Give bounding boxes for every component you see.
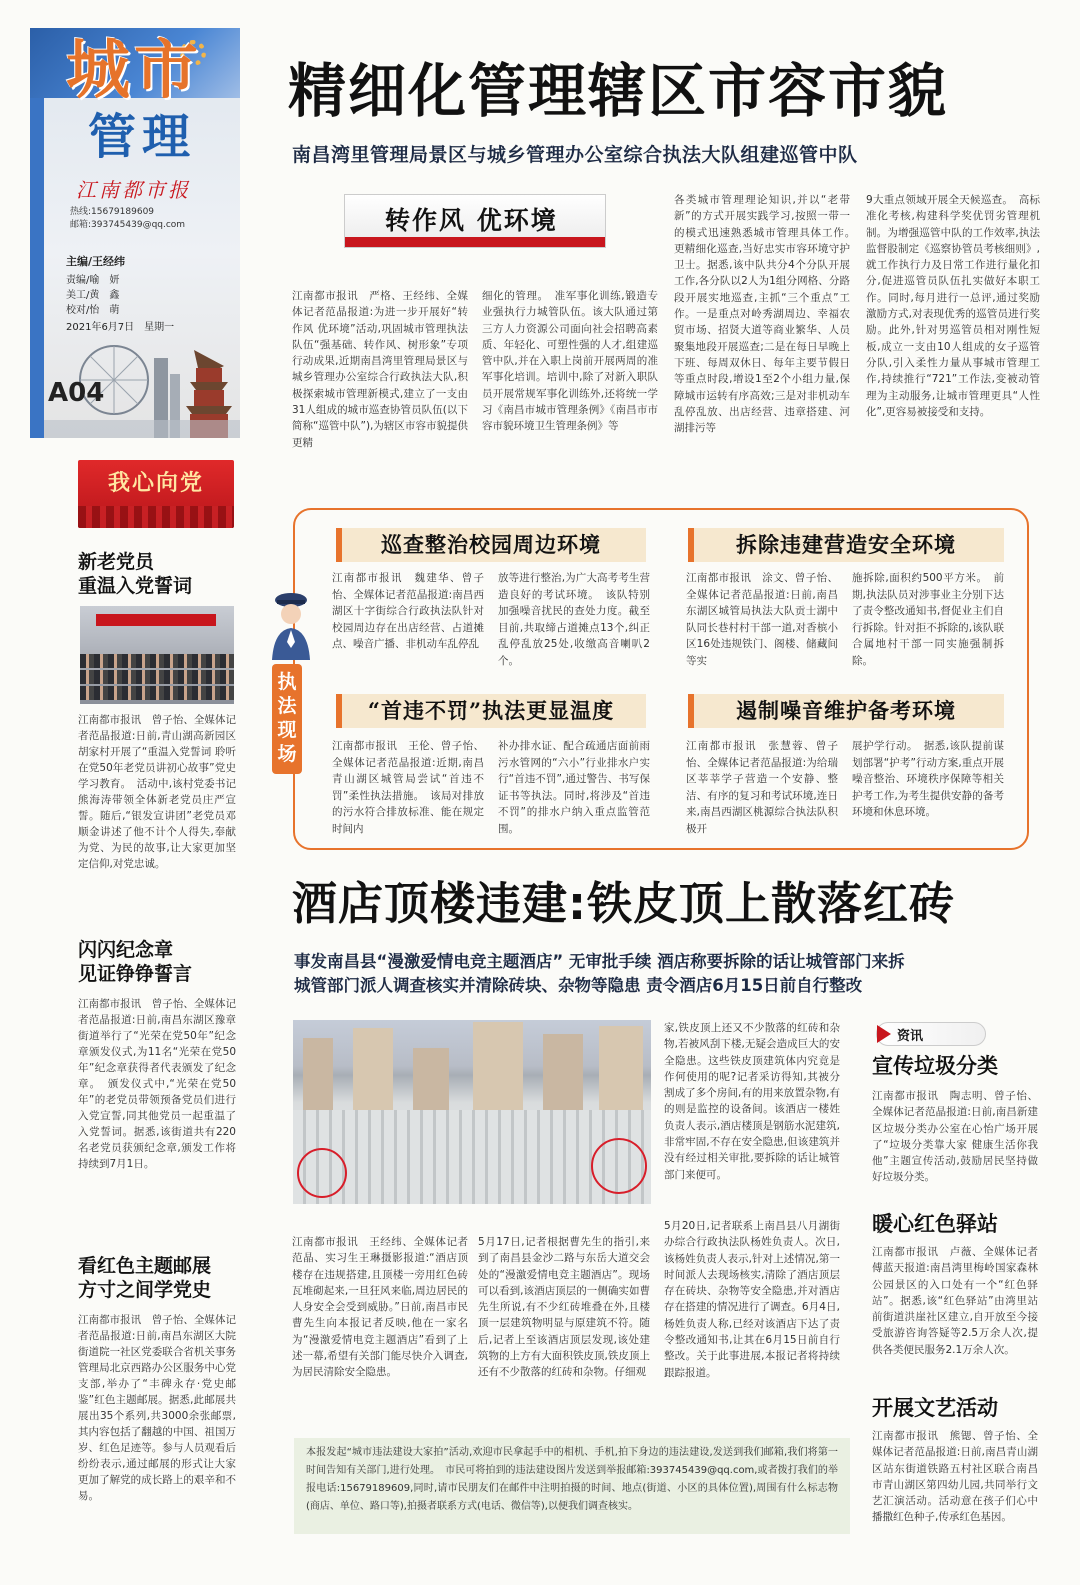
- law-enforcement-label: [272, 664, 302, 774]
- hotel-rooftop-photo: [293, 1020, 651, 1204]
- law-story3-col1: 江南都市报讯 王伦、曾子怡、全媒体记者范晶报道:近期,南昌青山湖区城管局尝试“首违不罚”柔性执法措施。 该局对排放的污水符合排放标准、能在规定时间内: [332, 740, 484, 835]
- main-column-2: 细化的管理。 准军事化训练,锻造专业强执行力城管队伍。该大队通过第三方人力资源公司面向社会招聘高素质、年轻化、可塑性强的人才,组建巡管中队,并在入职上岗前开展两周的准军事化培训。培训中,除了对新入职队员开展常规军事化训练外,还将统一学习《南昌市城市管理条例》《南昌市市容市貌环境卫生管理条例》等: [482, 290, 658, 433]
- photo-building: [473, 1022, 523, 1118]
- hotel-subhead-1: 事发南昌县“漫激爱情电竞主题酒店” 无审批手续 酒店称要拆除的话让城管部门来拆: [294, 952, 905, 971]
- law-story2-col2: 施拆除,面积约500平方米。 前期,执法队员对涉事业主分别下达了责令整改通知书,督促业主们自行拆除。针对拒不拆除的,该队联合属地村干部一同实施强制拆除。: [852, 572, 1004, 667]
- headline-line: 重温入党誓词: [78, 575, 193, 597]
- law-story2-col1: 江南都市报讯 涂文、曾子怡、全媒体记者范晶报道:日前,南昌东湖区城管局执法大队贡士湖中队同长巷村村干部一道,对香槟小区16处违规铁门、阁楼、储藏间等实: [686, 572, 838, 667]
- photo-row: [80, 670, 234, 684]
- main-column-1: 江南都市报讯 严格、王经纬、全媒体记者范晶报道:为进一步开展好“转作风 优环境”活动,巩固城市管理执法队伍“强基础、转作风、树形象”专项行动成果,近期南昌湾里管理局景区与城乡管理办公室综合行政执法大队,积极探索城市管理新模式,建立了一支由31人组成的城市巡查协管员队伍(以下简称“巡管中队”),为辖区市容市貌提供更精: [292, 290, 468, 449]
- law-story1-title: 巡查整治校园周边环境: [336, 528, 646, 562]
- party-banner: [78, 460, 234, 528]
- news-tag-text: 资讯: [897, 1029, 924, 1044]
- staff-item: 美工/黄 鑫: [66, 290, 120, 301]
- section-title: 城市: [66, 33, 202, 108]
- email: 邮箱:393745439@qq.com: [70, 220, 186, 230]
- photo-banner: [96, 614, 216, 626]
- main-column-3: 各类城市管理理论知识,并以“老带新”的方式开展实践学习,按照一带一的模式迅速熟悉城市管理具体工作。 更精细化巡查,当好忠实市容环境守护卫士。据悉,该中队共分4个分队开展工作,各分队以2人为1组分网格、分路段开展实地巡查,主抓“三个重点”工作。一是重点对岭秀湖周边、幸福农贸市场、招贤大道等商业繁华、人员聚集地段开展巡查;二是在每日早晚上下班、每周双休日、每年主要节假日等重点时段,增设1至2个小组力量,保障城市运转有序高效;三是对非机动车乱停乱放、出店经营、违章搭建、河湖排污等: [674, 194, 861, 435]
- side-news2-headline: 暖心红色驿站: [872, 1211, 998, 1236]
- chief-editor: 主编/王经纬: [66, 255, 126, 268]
- left-story1-body: 江南都市报讯 曾子怡、全媒体记者范晶报道:日前,青山湖高新园区胡家村开展了“重温入党誓词 聆听在党50年老党员讲初心故事”党史学习教育。 活动中,该村党委书记熊海涛带领全体新老党员庄严宣誓。随后,“银发宣讲团”老党员邓顺金讲述了他不计个人得失,奉献为党、为民的故事,让大家更加坚定信仰,对党忠诚。: [78, 714, 236, 870]
- hotel-column-top: 家,铁皮顶上还又不少散落的红砖和杂物,若被风刮下楼,无疑会造成巨大的安全隐患。这些铁皮顶建筑体内究竟是作何使用的呢?记者采访得知,其被分割成了多个房间,有的用来放置杂物,有的则是监控的设备间。该酒店一楼姓负责人表示,酒店楼顶是钢筋水泥建筑,非常牢固,不存在安全隐患,但该建筑并没有经过相关审批,要拆除的话让城管部门来便可。: [664, 1022, 840, 1181]
- photo-row: [80, 686, 234, 700]
- crowd-illustration: [78, 506, 234, 528]
- theme-banner: [344, 194, 606, 248]
- staff-item: 校对/怡 萌: [66, 305, 120, 316]
- law-story3-title: “首违不罚”执法更显温度: [336, 694, 646, 728]
- hotel-column-3: 5月20日,记者联系上南昌县八月湖街办综合行政执法队杨姓负责人。次日,该杨姓负责人表示,针对上述情况,第一时间派人去现场核实,清除了酒店顶层存在砖块、杂物等安全隐患,并对酒店存在搭建的情况进行了调查。6月4日,杨姓负责人称,已经对该酒店下达了责令整改通知书,让其在6月15日前自行整改。关于此事进展,本报记者将持续跟踪报道。: [664, 1220, 840, 1379]
- law-story4-col1: 江南都市报讯 张慧蓉、曾子怡、全媒体记者范晶报道:为给瑞区莘莘学子营造一个安静、整洁、有序的复习和考试环境,连日来,南昌西湖区桃源综合执法队积极开: [686, 740, 838, 835]
- hotel-headline: 酒店顶楼违建:铁皮顶上散落红砖: [292, 877, 955, 930]
- masthead-stripe: [30, 98, 44, 438]
- section-subtitle: 管理: [88, 109, 197, 165]
- news-tag: [876, 1022, 986, 1046]
- law-story4-title: 遏制噪音维护备考环境: [688, 694, 1004, 728]
- hotel-column-1: 江南都市报讯 王经纬、全媒体记者范晶、实习生王琳摄影报道:“酒店顶楼存在违规搭建,且顶楼一旁用红色砖瓦堆砌起来,一旦狂风来临,周边居民的人身安全会受到威胁。”日前,南昌市民曹先生向本报记者反映,他在一家名为“漫激爱情电竞主题酒店”看到了上述一幕,希望有关部门能尽快介入调查,为居民清除安全隐患。: [292, 1236, 468, 1379]
- side-news3-headline: 开展文艺活动: [872, 1395, 998, 1420]
- law-story2-title: 拆除违建营造安全环境: [688, 528, 1004, 562]
- hotline: 热线:15679189609: [70, 207, 155, 217]
- party-banner-text: 我心向党: [108, 470, 205, 496]
- headline-line: 闪闪纪念章: [78, 939, 174, 961]
- officer-icon: [268, 590, 314, 660]
- left-story1-headline: [78, 550, 192, 598]
- main-column-4: 9大重点领域开展全天候巡查。 高标准化考核,构建科学奖优罚劣管理机制。为增强巡管中队的工作效率,执法监督股制定《巡察协管员考核细则》,就工作执行力及日常工作进行量化扣分,促进巡管员队伍扎实做好本职工作。同时,每月进行一总评,通过奖励激励方式,对表现优秀的巡管员进行奖励。此外,针对男巡管员相对刚性短板,成立一支由10人组成的女子巡管分队,引入柔性力量从事城市管理工作,持续推行“721”工作法,变被动管理为主动服务,让城市管理更具“人性化”,更容易被接受和支持。: [866, 194, 1040, 418]
- law-enforcement-label-text: 执法现场: [277, 671, 297, 765]
- paper-name: 江南都市报: [76, 178, 191, 202]
- photo-building: [303, 1038, 333, 1118]
- left-story3-body: 江南都市报讯 曾子怡、全媒体记者范晶报道:日前,南昌东湖区大院街道院一社区党委联合省机关事务管理局北京西路办公区服务中心党支部,举办了“丰碑永存·党史邮鉴”红色主题邮展。据悉,此邮展共展出35个系列,共3000余张邮票,其内容包括了翻越的中国、祖国万岁、红色足迹等。参与人员观看后纷纷表示,通过邮展的形式让大家更加了解党的成长路上的艰辛和不易。: [78, 1314, 236, 1502]
- left-story2-headline: [78, 938, 192, 986]
- side-news3-body: 江南都市报讯 熊锶、曾子怡、全媒体记者范晶报道:日前,南昌青山湖区站东街道铁路五村社区联合南昌市青山湖区第四幼儿园,共同举行文艺汇演活动。活动意在孩子们心中播撒红色种子,传承红色基因。: [872, 1430, 1038, 1524]
- hotel-column-2: 5月17日,记者根据曹先生的指引,来到了南昌县金沙二路与东岳大道交会处的“漫激爱情电竞主题酒店”。现场可以看到,该酒店顶层的一侧确实如曹先生所说,有不少红砖堆叠在外,且楼顶一层建筑物明显与原建筑不符。随后,记者上至该酒店顶层发现,该处建筑物的上方有大面积铁皮顶,铁皮顶上还有不少散落的红砖和杂物。仔细观: [478, 1236, 650, 1379]
- party-members-photo: [80, 606, 234, 704]
- photo-row: [80, 654, 234, 668]
- contact-info: [70, 206, 185, 232]
- photo-building: [353, 1028, 393, 1118]
- main-subhead: 南昌湾里管理局景区与城乡管理办公室综合执法大队组建巡管中队: [292, 144, 858, 166]
- main-headline: 精细化管理辖区市容市貌: [288, 57, 949, 125]
- page-number: A04: [48, 378, 105, 408]
- law-story1-col2: 放等进行整治,为广大高考考生营造良好的考试环境。 该队特别加强噪音扰民的查处力度。截至目前,共取缔占道摊点13个,纠正乱停乱放25处,收缴高音喇叭2个。: [498, 572, 650, 667]
- photo-highlight-circle: [297, 1148, 347, 1198]
- theme-banner-text: 转作风 优环境: [385, 206, 558, 235]
- staff-item: 责编/喻 妍: [66, 275, 120, 286]
- photo-building: [413, 1048, 449, 1118]
- side-news2-body: 江南都市报讯 卢薇、全媒体记者傅蓝天报道:南昌湾里梅岭国家森林公园景区的入口处有一个“红色驿站”。据悉,该“红色驿站”由湾里站前街道洪崖社区建立,自开放至今接受旅游咨询答疑等2.5万余人次,提供各类便民服务2.1万余人次。: [872, 1246, 1038, 1356]
- side-news1-headline: 宣传垃圾分类: [872, 1053, 998, 1078]
- theme-banner-bar: [345, 237, 606, 247]
- law-story4-col2: 展护学行动。 据悉,该队提前谋划部署“护考”行动方案,重点开展噪音整治、环境秩序保障等相关护考工作,为考生提供安静的备考环境和休息环境。: [852, 740, 1004, 818]
- hotel-subhead-2: 城管部门派人调查核实并清除砖块、杂物等隐患 责令酒店6月15日前自行整改: [294, 976, 863, 995]
- report-notice: 本报发起“城市违法建设大家拍”活动,欢迎市民拿起手中的相机、手机,拍下身边的违法建设,发送到我们邮箱,我们将第一时间告知有关部门,进行处理。 市民可将拍到的违法建设图片发送到举报邮箱:393745439@qq.com,或者拨打我们的举报电话:15679189609,同时,请市民朋友们在邮件中注明拍摄的时间、地点(街道、小区的具体位置),周围有什么标志物(商店、单位、路口等),拍摄者联系方式(电话、微信等),以便我们调查核实。: [294, 1438, 850, 1534]
- headline-line: 新老党员: [78, 551, 155, 573]
- headline-line: 看红色主题邮展: [78, 1255, 212, 1277]
- issue-date: 2021年6月7日 星期一: [66, 322, 175, 333]
- left-story2-body: 江南都市报讯 曾子怡、全媒体记者范晶报道:日前,南昌东湖区豫章街道举行了“光荣在党50年”纪念章颁发仪式,为11名“光荣在党50年”纪念章获得者代表颁发了纪念章。 颁发仪式中,“光荣在党50年”的老党员带领预备党员们进行入党宣誓,同其他党员一起重温了入党誓词。据悉,该街道共有220名老党员获颁纪念章,颁发工作将持续到7月1日。: [78, 998, 236, 1170]
- side-news1-body: 江南都市报讯 陶志明、曾子怡、全媒体记者范晶报道:日前,南昌新建区垃圾分类办公室在心怡广场开展了“垃圾分类靠大家 健康生活你我他”主题宣传活动,鼓励居民坚持做好垃圾分类。: [872, 1090, 1038, 1184]
- staff-list: [66, 254, 125, 318]
- law-story3-col2: 补办排水证、配合疏通店面前雨污水管网的“六小”行业排水户实行“首违不罚”,通过警告、书写保证书等执法。同时,将涉及“首违不罚”的排水户纳入重点监管范围。: [498, 740, 650, 835]
- photo-highlight-circle: [591, 1138, 647, 1194]
- triangle-icon: [877, 1025, 891, 1043]
- masthead: [30, 28, 240, 438]
- left-story3-headline: [78, 1254, 211, 1302]
- law-story1-col1: 江南都市报讯 魏建华、曾子怡、全媒体记者范晶报道:南昌西湖区十字街综合行政执法队针对校园周边存在出店经营、占道摊点、噪音广播、非机动车乱停乱: [332, 572, 484, 650]
- headline-line: 方寸之间学党史: [78, 1279, 212, 1301]
- photo-building: [543, 1034, 583, 1118]
- photo-building: [599, 1026, 643, 1118]
- headline-line: 见证铮铮誓言: [78, 963, 193, 985]
